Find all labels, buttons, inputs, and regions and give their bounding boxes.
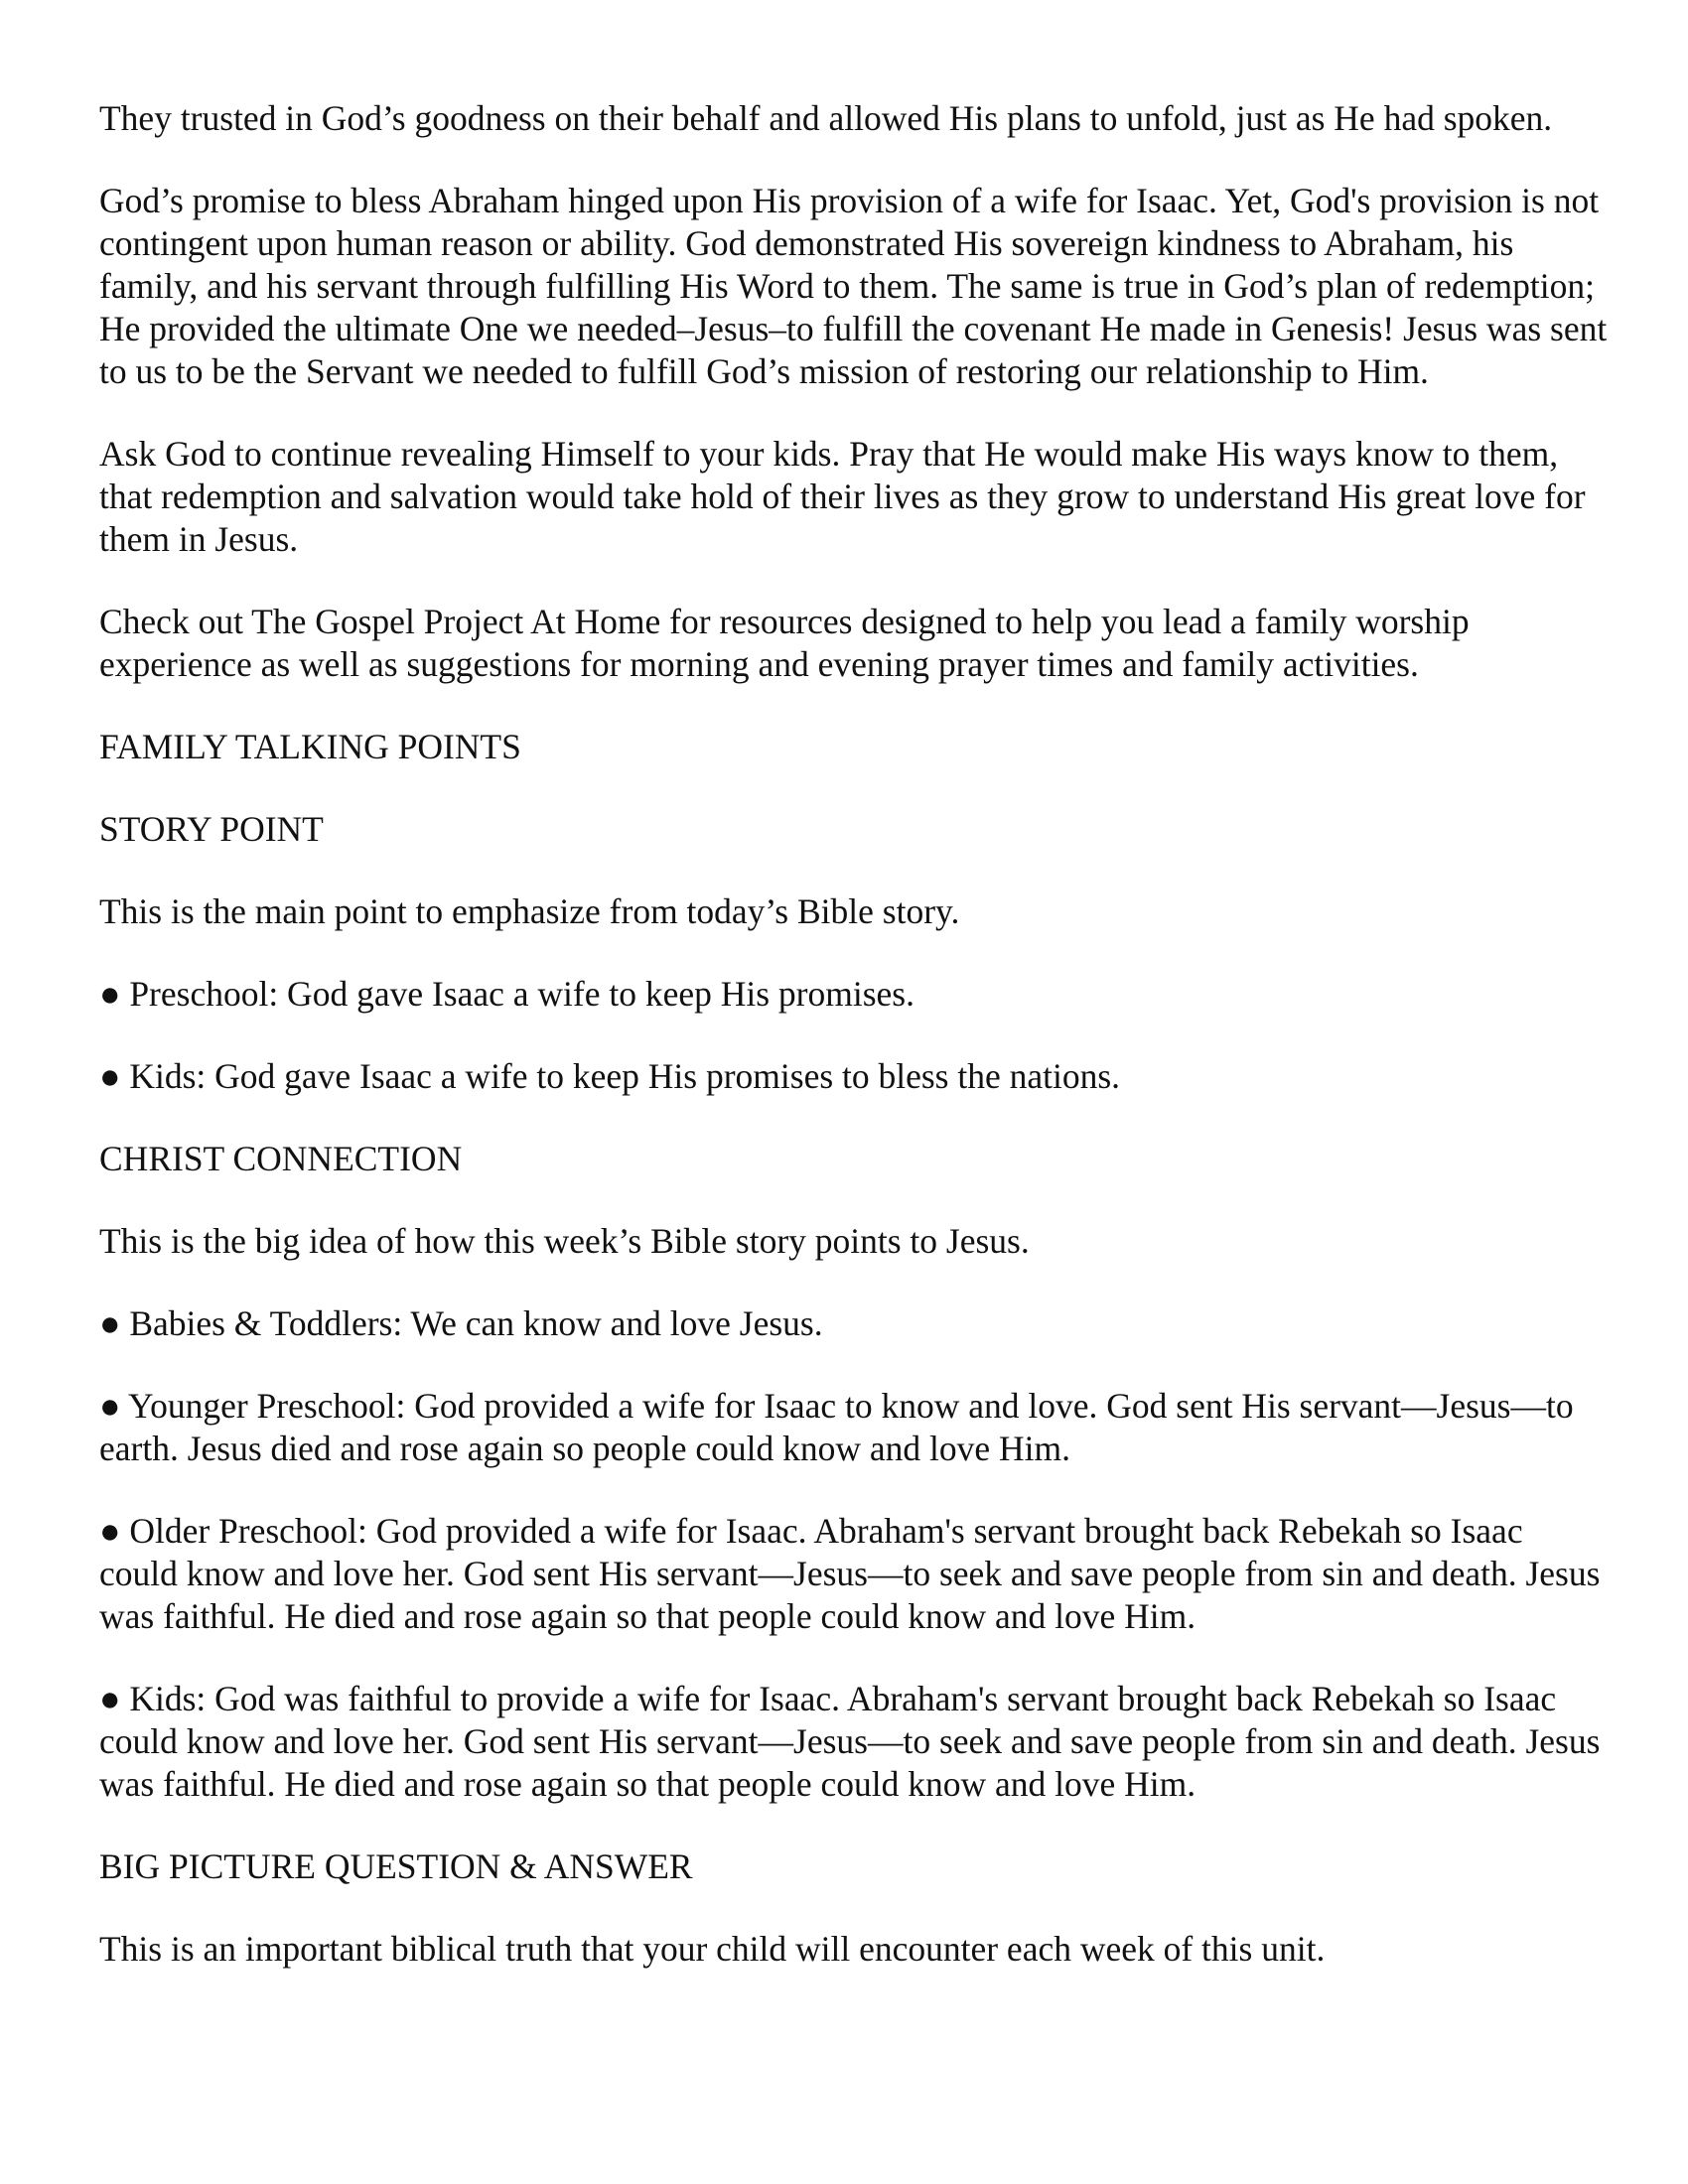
paragraph-story-point-intro: This is the main point to emphasize from today’s Bible story. xyxy=(99,891,960,931)
heading-christ-connection: CHRIST CONNECTION xyxy=(99,1139,463,1178)
bullet-younger-preschool: ● Younger Preschool: God provided a wife for Isaac to know and love. God sent His servant—Jesus—to earth. Jesus died and rose again so people could know and love Him. xyxy=(99,1386,1574,1468)
heading-story-point: STORY POINT xyxy=(99,809,324,849)
bullet-babies-toddlers: ● Babies & Toddlers: We can know and love Jesus. xyxy=(99,1303,823,1343)
bullet-kids-christ-connection: ● Kids: God was faithful to provide a wife for Isaac. Abraham's servant brought back Rebekah so Isaac could know and love her. God sent His servant—Jesus—to seek and save people from sin and death. Jesus was faithful. He died and rose again so that people could know and love Him. xyxy=(99,1679,1601,1804)
paragraph-check-out: Check out The Gospel Project At Home for resources designed to help you lead a family worship experience as well as suggestions for morning and evening prayer times and family activities. xyxy=(99,602,1470,684)
bullet-preschool: ● Preschool: God gave Isaac a wife to keep His promises. xyxy=(99,974,914,1014)
paragraph-trusted: They trusted in God’s goodness on their behalf and allowed His plans to unfold, just as He had spoken. xyxy=(99,98,1553,138)
document-page xyxy=(99,97,1609,2010)
paragraph-promise: God’s promise to bless Abraham hinged upon His provision of a wife for Isaac. Yet, God's provision is not contingent upon human reason or ability. God demonstrated His sovereign kindness to Abraham, his family, and his servant through fulfilling His Word to them. The same is true in God’s plan of redemption; He provided the ultimate One we needed–Jesus–to fulfill the covenant He made in Genesis! Jesus was sent to us to be the Servant we needed to fulfill God’s mission of restoring our relationship to Him. xyxy=(99,181,1608,391)
heading-big-picture-question: BIG PICTURE QUESTION & ANSWER xyxy=(99,1846,693,1886)
paragraph-christ-connection-intro: This is the big idea of how this week’s Bible story points to Jesus. xyxy=(99,1221,1030,1261)
paragraph-big-picture-intro: This is an important biblical truth that your child will encounter each week of this unit. xyxy=(99,1929,1326,1969)
bullet-older-preschool: ● Older Preschool: God provided a wife for Isaac. Abraham's servant brought back Rebekah so Isaac could know and love her. God sent His servant—Jesus—to seek and save people from sin and death. Jesus was faithful. He died and rose again so that people could know and love Him. xyxy=(99,1511,1601,1636)
paragraph-ask-god: Ask God to continue revealing Himself to your kids. Pray that He would make His ways know to them, that redemption and salvation would take hold of their lives as they grow to understand His great love for them in Jesus. xyxy=(99,434,1586,559)
heading-family-talking-points: FAMILY TALKING POINTS xyxy=(99,727,521,766)
bullet-kids-story-point: ● Kids: God gave Isaac a wife to keep His promises to bless the nations. xyxy=(99,1056,1121,1096)
